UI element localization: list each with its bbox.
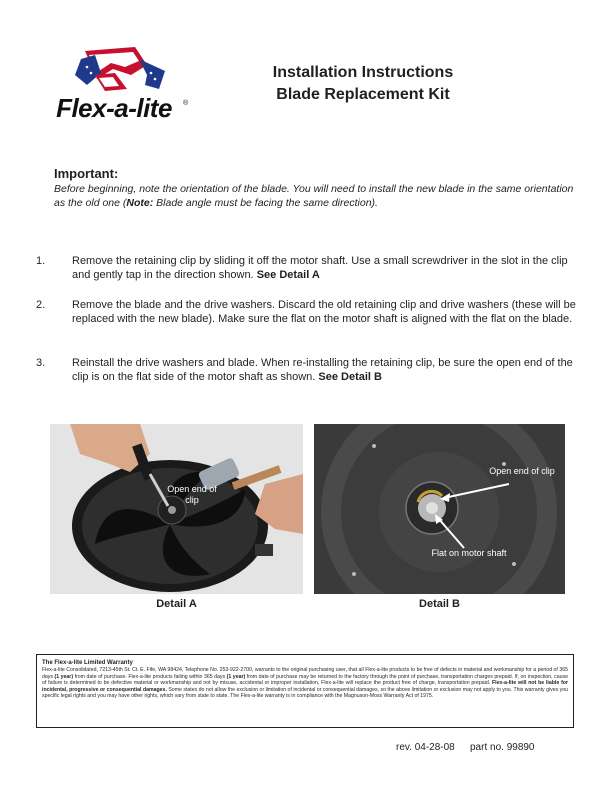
step-number: 3. [36,357,46,369]
step-body: Remove the retaining clip by sliding it off the motor shaft. Use a small screwdriver in the slot in the clip and gently tap in the direction shown. [72,255,568,281]
warranty-text [42,667,568,700]
step-reference: See Detail B [318,371,382,383]
brand-logo [35,45,193,131]
detail-a-photo [50,424,303,594]
warranty-emphasis: Flex-a-lite will not be liable for incidental, progressive or consequential damages. [42,680,568,693]
document-title: Installation Instructions [272,64,454,81]
step-text [72,356,581,384]
registered-mark: ® [183,100,189,107]
detail-b-photo [314,424,565,594]
important-note-label: Note: [126,197,154,209]
fan-removal-illustration [50,424,303,594]
warranty-part: Flex-a-lite Consolidated, 7213-45th St. Ct. E. Fife, WA 98424, Telephone No. 253-922-2700, warrants to the original purchasing user, that all Flex-a-lite products to be free of defects in material and workmanship for a period of 365 days [42,667,568,680]
warranty-part: from date of purchase. Flex-a-lite products failing within 365 days [73,673,227,680]
warranty-part: Some states do not allow the exclusion or limitation of incidental or consequential damages, so the above limitation or exclusion may not apply to you. This warranty gives you specific legal rights and you may have other rights, which vary from state to state. The Flex-a-lite warranty is in compliance with the Magnuson-Moss Warranty Act of 1975. [42,686,568,700]
step-body: Reinstall the drive washers and blade. When re-installing the retaining clip, be sure the open end of the clip is on the flat side of the motor shaft as shown. [72,357,573,383]
detail-b-caption: Detail B [419,598,460,610]
important-text-b: Blade angle must be facing the same direction). [153,197,378,209]
open-end-of-clip-label: Open end of clip [489,466,555,476]
open-end-of-clip-label: Open end of clip [167,484,217,505]
step-body: Remove the blade and the drive washers. Discard the old retaining clip and drive washers (these will be replaced with the new blade). Make sure the flat on the motor shaft is aligned with the flat on the blade. [72,299,576,325]
part-number: part no. 99890 [470,742,535,753]
warranty-part: from date of purchase may be returned to the factory through the point of purchase, transportation charges prepaid. If, on inspection, cause of failure is determined to be defective material or workmanship and not by misuse, accidental or improper installation, Flex-a-lite will replace the product free of charge, transportation prepaid. [42,673,568,687]
revision-date: rev. 04-28-08 [396,742,455,753]
flat-on-motor-shaft-label: Flat on motor shaft [431,548,507,558]
step-number: 1. [36,255,46,267]
important-note [54,182,574,210]
warranty-emphasis: (1 year) [226,673,246,680]
step-text [72,254,581,282]
motor-shaft-illustration [314,424,565,594]
important-text-a: Before beginning, note the orientation of the blade. You will need to install the new blade in the same orientation as the old one ( [54,183,574,209]
step-text [72,298,581,326]
logo-wordmark: Flex-a-lite [56,93,172,123]
document-subtitle: Blade Replacement Kit [276,86,450,103]
warranty-title: The Flex-a-lite Limited Warranty [42,660,133,666]
warranty-emphasis: (1 year) [54,673,74,680]
detail-a-caption: Detail A [156,598,197,610]
step-number: 2. [36,299,46,311]
warranty-box [36,654,574,728]
step-reference: See Detail A [256,269,320,281]
important-heading: Important: [54,166,119,181]
